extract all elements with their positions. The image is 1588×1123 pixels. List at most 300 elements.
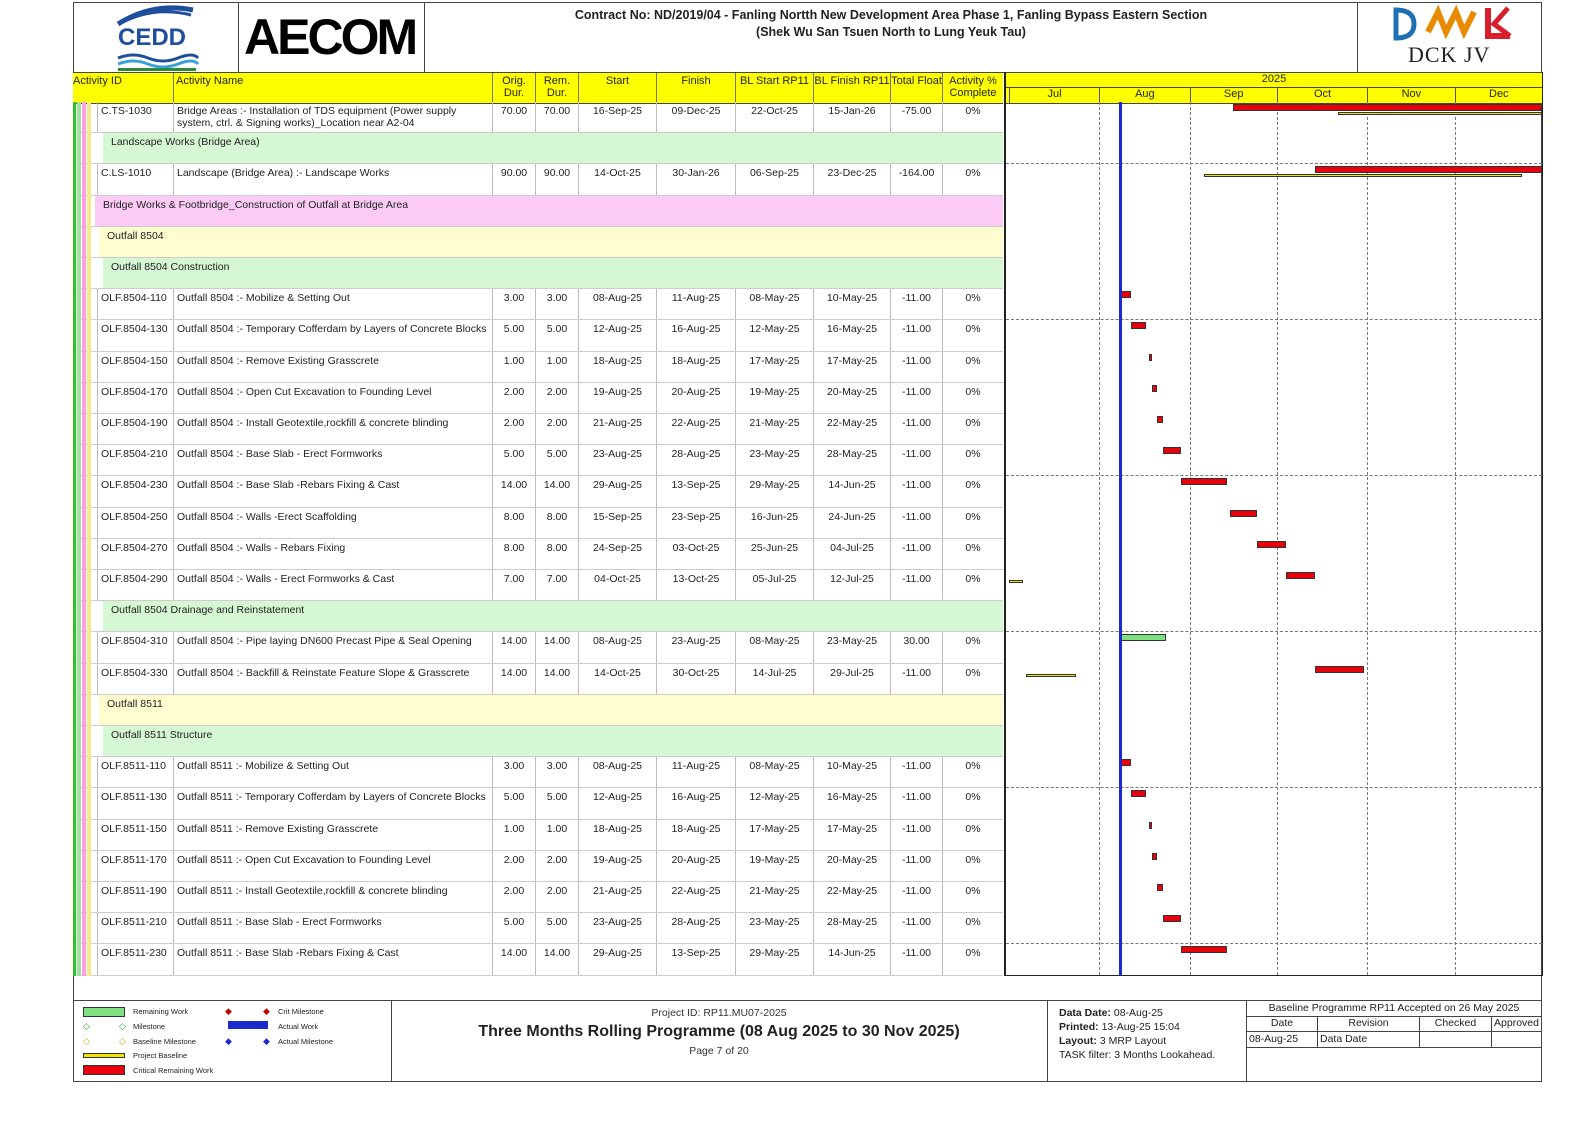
cell-start: 12-Aug-25 xyxy=(578,788,656,818)
cell-pct: 0% xyxy=(942,445,1003,475)
contract-line-1: Contract No: ND/2019/04 - Fanling Nortth New Development Area Phase 1, Fanling Bypass Eastern Section xyxy=(574,8,1208,22)
revision-box xyxy=(1247,1001,1541,1082)
cell-bl-finish: 16-May-25 xyxy=(813,788,890,818)
wbs-band xyxy=(103,726,1003,756)
activity-row[interactable] xyxy=(73,664,1003,695)
wbs-group-row[interactable] xyxy=(73,695,1003,726)
wbs-band xyxy=(99,695,1003,725)
col-activity-id[interactable]: Activity ID xyxy=(73,75,122,87)
gantt-critical-bar[interactable] xyxy=(1233,104,1542,111)
cell-rem: 14.00 xyxy=(535,632,578,662)
cell-orig: 14.00 xyxy=(492,944,535,974)
cell-bl-start: 16-Jun-25 xyxy=(735,508,813,538)
cell-bl-start: 21-May-25 xyxy=(735,882,813,912)
cell-pct: 0% xyxy=(942,882,1003,912)
cell-id: OLF.8511-170 xyxy=(97,851,173,881)
cell-name: Outfall 8511 :- Base Slab - Erect Formworks xyxy=(173,913,492,943)
cell-bl-start: 21-May-25 xyxy=(735,414,813,444)
cell-name: Outfall 8511 :- Open Cut Excavation to Founding Level xyxy=(173,851,492,881)
wbs-group-row[interactable] xyxy=(73,227,1003,258)
wbs-group-label: Landscape Works (Bridge Area) xyxy=(111,136,260,149)
cell-name: Outfall 8504 :- Walls - Rebars Fixing xyxy=(173,539,492,569)
cell-id: OLF.8504-290 xyxy=(97,570,173,600)
cell-id: OLF.8511-230 xyxy=(97,944,173,974)
cell-name: Outfall 8504 :- Remove Existing Grasscrete xyxy=(173,352,492,382)
cell-orig: 14.00 xyxy=(492,632,535,662)
actual-milestone-icon: ◆ xyxy=(225,1036,232,1046)
cell-orig: 2.00 xyxy=(492,414,535,444)
wbs-band xyxy=(103,258,1003,288)
cell-bl-finish: 23-Dec-25 xyxy=(813,164,890,194)
cell-id: OLF.8511-190 xyxy=(97,882,173,912)
cell-bl-finish: 20-May-25 xyxy=(813,383,890,413)
timescale-month: Nov xyxy=(1367,87,1454,103)
cell-rem: 90.00 xyxy=(535,164,578,194)
cell-id: OLF.8511-130 xyxy=(97,788,173,818)
cell-orig: 1.00 xyxy=(492,820,535,850)
cell-name: Outfall 8504 :- Mobilize & Setting Out xyxy=(173,289,492,319)
cell-orig: 5.00 xyxy=(492,445,535,475)
cell-start: 23-Aug-25 xyxy=(578,913,656,943)
cell-finish: 13-Sep-25 xyxy=(656,944,735,974)
col-start[interactable]: Start xyxy=(578,73,656,103)
cell-rem: 2.00 xyxy=(535,383,578,413)
cell-orig: 3.00 xyxy=(492,289,535,319)
cell-bl-start: 17-May-25 xyxy=(735,820,813,850)
page-number: Page 7 of 20 xyxy=(689,1045,749,1057)
cell-pct: 0% xyxy=(942,820,1003,850)
cell-bl-finish: 24-Jun-25 xyxy=(813,508,890,538)
wbs-group-row[interactable] xyxy=(73,601,1003,632)
gantt-row-divider xyxy=(1006,163,1542,164)
cell-name: Bridge Areas :- Installation of TDS equipment (Power supply system, ctrl. & Signing works)_Location near A2-04 xyxy=(173,102,492,132)
baseline-title: Baseline Programme RP11 Accepted on 26 May 2025 xyxy=(1247,1001,1541,1017)
cell-id: OLF.8504-170 xyxy=(97,383,173,413)
cell-bl-finish: 16-May-25 xyxy=(813,320,890,350)
cell-float: -11.00 xyxy=(890,788,942,818)
cell-name: Landscape (Bridge Area) :- Landscape Works xyxy=(173,164,492,194)
cell-pct: 0% xyxy=(942,320,1003,350)
cell-bl-finish: 15-Jan-26 xyxy=(813,102,890,132)
activity-row[interactable] xyxy=(73,445,1003,476)
activity-row[interactable] xyxy=(73,164,1003,195)
activity-row[interactable] xyxy=(73,882,1003,913)
cell-orig: 2.00 xyxy=(492,383,535,413)
col-bl-finish[interactable]: BL Finish RP11 xyxy=(813,73,890,103)
cell-bl-start: 08-May-25 xyxy=(735,289,813,319)
legend-critical-label: Critical Remaining Work xyxy=(133,1066,214,1075)
gantt-critical-bar[interactable] xyxy=(1181,946,1228,953)
cell-bl-start: 06-Sep-25 xyxy=(735,164,813,194)
cell-id: OLF.8511-150 xyxy=(97,820,173,850)
cell-name: Outfall 8504 :- Pipe laying DN600 Precast Pipe & Seal Opening xyxy=(173,632,492,662)
cell-name: Outfall 8511 :- Remove Existing Grasscrete xyxy=(173,820,492,850)
cell-finish: 18-Aug-25 xyxy=(656,352,735,382)
gantt-row-divider xyxy=(1006,475,1542,476)
cell-float: -11.00 xyxy=(890,476,942,506)
activity-row[interactable] xyxy=(73,352,1003,383)
col-bl-start[interactable]: BL Start RP11 xyxy=(735,73,813,103)
timescale-month: Jul xyxy=(1009,87,1099,103)
cell-orig: 1.00 xyxy=(492,352,535,382)
baseline-milestone-icon: ◇ xyxy=(119,1036,126,1046)
gantt-remaining-bar[interactable] xyxy=(1120,634,1167,641)
gantt-baseline-bar[interactable] xyxy=(1026,674,1076,677)
activity-row[interactable] xyxy=(73,414,1003,445)
activity-row[interactable] xyxy=(73,913,1003,944)
cell-pct: 0% xyxy=(942,289,1003,319)
revision-header xyxy=(1247,1016,1541,1032)
legend-remaining-label: Remaining Work xyxy=(133,1007,189,1016)
gantt-critical-bar[interactable] xyxy=(1257,541,1286,548)
cell-id: OLF.8504-210 xyxy=(97,445,173,475)
gantt-critical-bar[interactable] xyxy=(1152,385,1158,392)
gantt-month-gridline xyxy=(1190,102,1191,975)
revision-header-cell: Date xyxy=(1270,1017,1294,1029)
printed-value: 13-Aug-25 15:04 xyxy=(1101,1021,1180,1033)
cell-bl-start: 25-Jun-25 xyxy=(735,539,813,569)
wbs-group-row[interactable] xyxy=(73,133,1003,164)
wbs-group-row[interactable] xyxy=(73,258,1003,289)
col-pct-complete[interactable]: Activity % Complete xyxy=(942,73,1003,103)
cell-pct: 0% xyxy=(942,632,1003,662)
cell-float: -11.00 xyxy=(890,383,942,413)
gantt-critical-bar[interactable] xyxy=(1286,572,1315,579)
col-finish[interactable]: Finish xyxy=(656,73,735,103)
cell-id: C.LS-1010 xyxy=(97,164,173,194)
cell-finish: 28-Aug-25 xyxy=(656,445,735,475)
cell-start: 19-Aug-25 xyxy=(578,383,656,413)
cell-bl-start: 05-Jul-25 xyxy=(735,570,813,600)
revision-cell xyxy=(1419,1031,1491,1047)
gantt-critical-bar[interactable] xyxy=(1131,790,1146,797)
programme-title: Three Months Rolling Programme (08 Aug 2025 to 30 Nov 2025) xyxy=(478,1023,960,1040)
activity-row[interactable] xyxy=(73,944,1003,975)
cell-orig: 7.00 xyxy=(492,570,535,600)
cell-orig: 14.00 xyxy=(492,664,535,694)
revision-row xyxy=(1247,1031,1541,1048)
gantt-baseline-bar[interactable] xyxy=(1338,112,1542,115)
gantt-critical-bar[interactable] xyxy=(1131,322,1146,329)
milestone-icon: ◇ xyxy=(119,1021,126,1031)
cell-rem: 8.00 xyxy=(535,508,578,538)
cell-rem: 8.00 xyxy=(535,539,578,569)
cell-rem: 14.00 xyxy=(535,944,578,974)
legend-actual-milestone-label: Actual Milestone xyxy=(278,1037,334,1046)
cell-pct: 0% xyxy=(942,414,1003,444)
cell-float: -11.00 xyxy=(890,414,942,444)
cell-float: -11.00 xyxy=(890,913,942,943)
gantt-critical-bar[interactable] xyxy=(1181,478,1228,485)
revision-header-cell: Approved xyxy=(1491,1016,1541,1031)
cell-name: Outfall 8511 :- Install Geotextile,rockfill & concrete blinding xyxy=(173,882,492,912)
cell-pct: 0% xyxy=(942,851,1003,881)
gantt-critical-bar[interactable] xyxy=(1230,510,1256,517)
cell-bl-start: 23-May-25 xyxy=(735,913,813,943)
gantt-critical-bar[interactable] xyxy=(1315,166,1542,173)
gantt-row-divider xyxy=(1006,631,1542,632)
cell-rem: 2.00 xyxy=(535,414,578,444)
revision-cell xyxy=(1491,1031,1541,1047)
cell-rem: 3.00 xyxy=(535,289,578,319)
wbs-group-row[interactable] xyxy=(73,196,1003,227)
cell-finish: 13-Oct-25 xyxy=(656,570,735,600)
cell-pct: 0% xyxy=(942,476,1003,506)
cell-finish: 22-Aug-25 xyxy=(656,414,735,444)
legend-actual-swatch xyxy=(228,1021,268,1029)
cell-start: 29-Aug-25 xyxy=(578,944,656,974)
cell-name: Outfall 8504 :- Install Geotextile,rockfill & concrete blinding xyxy=(173,414,492,444)
wbs-level-stripe xyxy=(87,102,91,976)
activity-row[interactable] xyxy=(73,383,1003,414)
gantt-critical-bar[interactable] xyxy=(1163,915,1180,922)
cell-float: -11.00 xyxy=(890,320,942,350)
activity-row[interactable] xyxy=(73,820,1003,851)
activity-row[interactable] xyxy=(73,851,1003,882)
gantt-critical-bar[interactable] xyxy=(1315,666,1365,673)
cell-finish: 20-Aug-25 xyxy=(656,851,735,881)
cell-pct: 0% xyxy=(942,788,1003,818)
cell-float: -11.00 xyxy=(890,882,942,912)
gantt-critical-bar[interactable] xyxy=(1149,822,1152,829)
cell-bl-start: 08-May-25 xyxy=(735,632,813,662)
gantt-critical-bar[interactable] xyxy=(1152,853,1158,860)
legend-baseline-milestone-label: Baseline Milestone xyxy=(133,1037,196,1046)
cell-bl-finish: 22-May-25 xyxy=(813,414,890,444)
cell-bl-start: 12-May-25 xyxy=(735,788,813,818)
cell-pct: 0% xyxy=(942,508,1003,538)
cell-bl-start: 22-Oct-25 xyxy=(735,102,813,132)
cell-float: -11.00 xyxy=(890,539,942,569)
wbs-group-label: Outfall 8511 Structure xyxy=(111,729,213,741)
dck-mark-icon xyxy=(1358,2,1541,42)
cell-id: OLF.8504-330 xyxy=(97,664,173,694)
cell-id: OLF.8511-210 xyxy=(97,913,173,943)
legend-critical-swatch xyxy=(83,1065,125,1075)
cell-finish: 22-Aug-25 xyxy=(656,882,735,912)
table-header xyxy=(73,72,1003,104)
wbs-group-row[interactable] xyxy=(73,726,1003,757)
layout-value: 3 MRP Layout xyxy=(1099,1035,1167,1047)
aecom-logo: AECOM xyxy=(238,2,425,72)
cell-bl-finish: 04-Jul-25 xyxy=(813,539,890,569)
cell-bl-finish: 28-May-25 xyxy=(813,913,890,943)
cell-pct: 0% xyxy=(942,383,1003,413)
cell-bl-finish: 12-Jul-25 xyxy=(813,570,890,600)
revision-cell: Data Date xyxy=(1317,1031,1419,1047)
cell-bl-start: 14-Jul-25 xyxy=(735,664,813,694)
cell-float: -11.00 xyxy=(890,445,942,475)
activity-row[interactable] xyxy=(73,102,1003,133)
cell-start: 08-Aug-25 xyxy=(578,289,656,319)
cell-orig: 70.00 xyxy=(492,102,535,132)
wbs-level-stripe xyxy=(73,102,76,976)
activity-row[interactable] xyxy=(73,757,1003,788)
actual-milestone-icon: ◆ xyxy=(263,1036,270,1046)
gantt-row-divider xyxy=(1006,787,1542,788)
cell-name: Outfall 8504 :- Backfill & Reinstate Feature Slope & Grasscrete xyxy=(173,664,492,694)
cell-start: 21-Aug-25 xyxy=(578,882,656,912)
gantt-month-gridline xyxy=(1367,102,1368,975)
cell-name: Outfall 8511 :- Base Slab -Rebars Fixing & Cast xyxy=(173,944,492,974)
timescale-year: 2025 xyxy=(1006,73,1542,88)
cell-float: -164.00 xyxy=(890,164,942,194)
legend-milestone-label: Milestone xyxy=(133,1022,166,1031)
cell-start: 14-Oct-25 xyxy=(578,664,656,694)
gantt-baseline-bar[interactable] xyxy=(1204,174,1522,177)
legend xyxy=(73,1001,392,1082)
cell-rem: 5.00 xyxy=(535,913,578,943)
gantt-chart xyxy=(1004,72,1543,976)
baseline-milestone-icon: ◇ xyxy=(83,1036,90,1046)
cell-float: -11.00 xyxy=(890,820,942,850)
cell-start: 15-Sep-25 xyxy=(578,508,656,538)
gantt-row-divider xyxy=(1006,319,1542,320)
cell-rem: 2.00 xyxy=(535,851,578,881)
cell-orig: 2.00 xyxy=(492,851,535,881)
cell-id: OLF.8504-250 xyxy=(97,508,173,538)
cell-orig: 8.00 xyxy=(492,508,535,538)
activity-row[interactable] xyxy=(73,289,1003,320)
cell-rem: 14.00 xyxy=(535,664,578,694)
cell-float: -11.00 xyxy=(890,289,942,319)
cell-bl-finish: 10-May-25 xyxy=(813,289,890,319)
cell-float: -11.00 xyxy=(890,508,942,538)
activity-row[interactable] xyxy=(73,632,1003,663)
cell-bl-finish: 17-May-25 xyxy=(813,352,890,382)
col-total-float[interactable]: Total Float xyxy=(890,73,942,103)
programme-title-box xyxy=(391,1001,1048,1082)
wbs-group-label: Outfall 8504 xyxy=(107,229,164,242)
wbs-level-stripe xyxy=(82,102,86,976)
wbs-group-label: Outfall 8504 Drainage and Reinstatement xyxy=(111,604,305,617)
cell-orig: 5.00 xyxy=(492,320,535,350)
cell-finish: 28-Aug-25 xyxy=(656,913,735,943)
timescale-month: Oct xyxy=(1277,87,1367,103)
cell-finish: 16-Aug-25 xyxy=(656,788,735,818)
wbs-group-label: Bridge Works & Footbridge_Construction of Outfall at Bridge Area xyxy=(103,198,409,211)
cell-finish: 23-Aug-25 xyxy=(656,632,735,662)
cell-float: -11.00 xyxy=(890,664,942,694)
cell-rem: 14.00 xyxy=(535,476,578,506)
cell-start: 18-Aug-25 xyxy=(578,820,656,850)
revision-header-cell: Revision xyxy=(1317,1016,1419,1031)
cell-pct: 0% xyxy=(942,913,1003,943)
cell-float: 30.00 xyxy=(890,632,942,662)
cell-bl-finish: 28-May-25 xyxy=(813,445,890,475)
legend-baseline-swatch xyxy=(83,1053,125,1058)
cell-orig: 2.00 xyxy=(492,882,535,912)
gantt-baseline-bar[interactable] xyxy=(1009,580,1024,583)
data-date-value: 08-Aug-25 xyxy=(1113,1007,1163,1019)
cell-orig: 8.00 xyxy=(492,539,535,569)
gantt-month-gridline xyxy=(1455,102,1456,975)
gantt-critical-bar[interactable] xyxy=(1149,354,1152,361)
cell-bl-start: 19-May-25 xyxy=(735,851,813,881)
cell-float: -11.00 xyxy=(890,352,942,382)
cell-rem: 70.00 xyxy=(535,102,578,132)
cell-pct: 0% xyxy=(942,539,1003,569)
cell-pct: 0% xyxy=(942,570,1003,600)
wbs-level-stripe xyxy=(77,102,81,976)
crit-milestone-icon: ◆ xyxy=(225,1006,232,1016)
cell-orig: 5.00 xyxy=(492,913,535,943)
cell-finish: 11-Aug-25 xyxy=(656,757,735,787)
cell-name: Outfall 8504 :- Open Cut Excavation to Founding Level xyxy=(173,383,492,413)
cell-start: 21-Aug-25 xyxy=(578,414,656,444)
cell-start: 14-Oct-25 xyxy=(578,164,656,194)
cell-bl-start: 19-May-25 xyxy=(735,383,813,413)
gantt-critical-bar[interactable] xyxy=(1157,884,1163,891)
col-activity-name[interactable]: Activity Name xyxy=(173,73,492,103)
cell-finish: 18-Aug-25 xyxy=(656,820,735,850)
cell-start: 16-Sep-25 xyxy=(578,102,656,132)
task-filter: TASK filter: 3 Months Lookahead. xyxy=(1059,1049,1216,1061)
cell-id: OLF.8504-270 xyxy=(97,539,173,569)
activity-row[interactable] xyxy=(73,570,1003,601)
cell-pct: 0% xyxy=(942,757,1003,787)
activity-row[interactable] xyxy=(73,508,1003,539)
col-rem-dur[interactable]: Rem. Dur. xyxy=(535,73,578,103)
gantt-month-gridline xyxy=(1277,102,1278,975)
cell-rem: 7.00 xyxy=(535,570,578,600)
cell-start: 08-Aug-25 xyxy=(578,632,656,662)
legend-remaining-swatch xyxy=(83,1007,125,1017)
cell-orig: 5.00 xyxy=(492,788,535,818)
cell-finish: 30-Oct-25 xyxy=(656,664,735,694)
cell-start: 19-Aug-25 xyxy=(578,851,656,881)
cell-bl-finish: 17-May-25 xyxy=(813,820,890,850)
cell-name: Outfall 8504 :- Base Slab -Rebars Fixing & Cast xyxy=(173,476,492,506)
cell-id: C.TS-1030 xyxy=(97,102,173,132)
cedd-logo: CEDD xyxy=(73,2,239,72)
cell-orig: 3.00 xyxy=(492,757,535,787)
cell-bl-finish: 29-Jul-25 xyxy=(813,664,890,694)
cell-start: 24-Sep-25 xyxy=(578,539,656,569)
cell-float: -11.00 xyxy=(890,757,942,787)
cell-pct: 0% xyxy=(942,102,1003,132)
project-id: Project ID: RP11.MU07-2025 xyxy=(651,1007,787,1019)
gantt-critical-bar[interactable] xyxy=(1157,416,1163,423)
cell-finish: 23-Sep-25 xyxy=(656,508,735,538)
cell-bl-start: 29-May-25 xyxy=(735,476,813,506)
activity-row[interactable] xyxy=(73,320,1003,351)
cell-id: OLF.8504-310 xyxy=(97,632,173,662)
cell-bl-start: 08-May-25 xyxy=(735,757,813,787)
data-date-box: Data Date: 08-Aug-25 Printed: 13-Aug-25 15:04 Layout: 3 MRP Layout TASK filter: 3 Months Lookahead. xyxy=(1047,1001,1247,1082)
cell-finish: 13-Sep-25 xyxy=(656,476,735,506)
wbs-group-label: Outfall 8511 xyxy=(107,697,163,710)
revision-cell: 08-Aug-25 xyxy=(1249,1033,1299,1045)
cell-start: 04-Oct-25 xyxy=(578,570,656,600)
revision-header-cell: Checked xyxy=(1419,1016,1491,1031)
gantt-month-gridline xyxy=(1099,102,1100,975)
footer xyxy=(73,1000,1541,1082)
activity-row[interactable] xyxy=(73,788,1003,819)
cell-name: Outfall 8511 :- Mobilize & Setting Out xyxy=(173,757,492,787)
cell-bl-finish: 20-May-25 xyxy=(813,851,890,881)
gantt-critical-bar[interactable] xyxy=(1163,447,1180,454)
activity-row[interactable] xyxy=(73,539,1003,570)
cell-finish: 11-Aug-25 xyxy=(656,289,735,319)
milestone-icon: ◇ xyxy=(83,1021,90,1031)
activity-row[interactable] xyxy=(73,476,1003,507)
cell-bl-finish: 22-May-25 xyxy=(813,882,890,912)
cell-id: OLF.8504-230 xyxy=(97,476,173,506)
cell-pct: 0% xyxy=(942,164,1003,194)
cell-bl-finish: 10-May-25 xyxy=(813,757,890,787)
col-orig-dur[interactable]: Orig. Dur. xyxy=(492,73,535,103)
